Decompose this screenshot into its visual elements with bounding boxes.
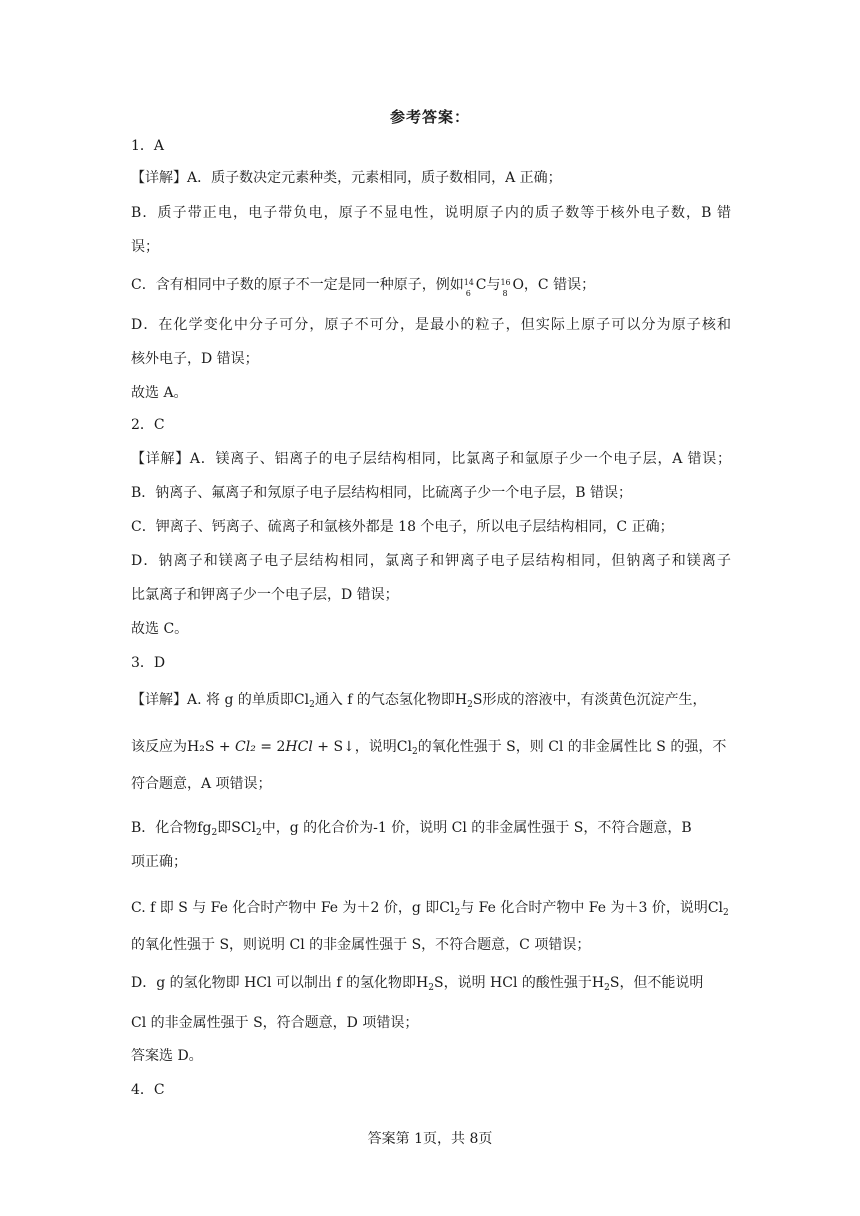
q2-detail-d: D．钠离子和镁离子电子层结构相同，氯离子和钾离子电子层结构相同，但钠离子和镁离子 — [131, 553, 731, 569]
q1-answer: 1．A — [131, 138, 165, 154]
q3-detail-d-cont: Cl 的非金属性强于 S，符合题意，D 项错误； — [131, 1015, 419, 1031]
q3-detail-a-cont: 符合题意，A 项错误； — [131, 776, 272, 792]
q1-detail-a: 【详解】A．质子数决定元素种类，元素相同，质子数相同，A 正确； — [131, 170, 562, 186]
q3-detail-b: B．化合物$fg_2$即SCl$_2$中，g 的化合价为-1 价，说明 Cl 的非金属性强于 S，不符合题意，B — [131, 820, 692, 838]
isotope-o16: 16 8 — [500, 278, 511, 298]
reaction-equation: H₂S + Cl₂ = 2HCl + S↓ — [187, 739, 355, 755]
q1-detail-c: C．含有相同中子数的原子不一定是同一种原子，例如 14 6 C与 16 8 O，C 错误； — [131, 277, 596, 298]
page-footer: 答案第 1页，共 8页 — [367, 1131, 493, 1147]
q2-detail-b: B．钠离子、氟离子和氖原子电子层结构相同，比硫离子少一个电子层，B 错误； — [131, 485, 633, 501]
q1-detail-d: D．在化学变化中分子可分，原子不可分，是最小的粒子，但实际上原子可以分为原子核和 — [131, 317, 731, 333]
q2-detail-c: C．钾离子、钙离子、硫离子和氩核外都是 18 个电子，所以电子层结构相同，C 正确； — [131, 519, 674, 535]
q4-answer: 4．C — [131, 1082, 165, 1098]
q3-detail-a-equation: 该反应为H₂S + Cl₂ = 2HCl + S↓，说明$Cl_2$的氧化性强于 S，则 Cl 的非金属性比 S 的强，不 — [131, 739, 727, 757]
q2-detail-d-cont: 比氯离子和钾离子少一个电子层，D 错误； — [131, 587, 399, 603]
q3-detail-b-cont: 项正确； — [131, 854, 187, 870]
q2-conclusion: 故选 C。 — [131, 621, 189, 637]
q1-detail-d-cont: 核外电子，D 错误； — [131, 351, 259, 367]
isotope-c14: 14 6 — [463, 278, 474, 298]
q3-answer: 3．D — [131, 655, 166, 671]
q3-detail-a: 【详解】A. 将 g 的单质即$Cl_2$通入 f 的气态氢化物即$H_2S$形成的溶液中，有淡黄色沉淀产生， — [131, 692, 707, 710]
q1-conclusion: 故选 A。 — [131, 385, 188, 401]
page-title: 参考答案： — [389, 108, 470, 126]
q3-detail-c: C. f 即 S 与 Fe 化合时产物中 Fe 为＋2 价，g 即$Cl_2$与 Fe 化合时产物中 Fe 为＋3 价，说明$Cl_2$ — [131, 900, 729, 918]
q3-conclusion: 答案选 D。 — [131, 1048, 203, 1064]
q2-answer: 2．C — [131, 417, 165, 433]
q1-c-text-1: C．含有相同中子数的原子不一定是同一种原子，例如 — [131, 277, 464, 293]
q3-detail-d: D．g 的氢化物即 HCl 可以制出 f 的氢化物即$H_2S$，说明 HCl 的酸性强于$H_2S$，但不能说明 — [131, 975, 704, 993]
q3-detail-c-cont: 的氧化性强于 S，则说明 Cl 的非金属性强于 S，不符合题意，C 项错误； — [131, 937, 591, 953]
q2-detail-a: 【详解】A．镁离子、铝离子的电子层结构相同，比氯离子和氩原子少一个电子层，A 错误； — [131, 451, 731, 467]
q1-detail-b: B．质子带正电，电子带负电，原子不显电性，说明原子内的质子数等于核外电子数，B 错 — [131, 205, 731, 221]
q1-detail-b-cont: 误； — [131, 239, 159, 255]
